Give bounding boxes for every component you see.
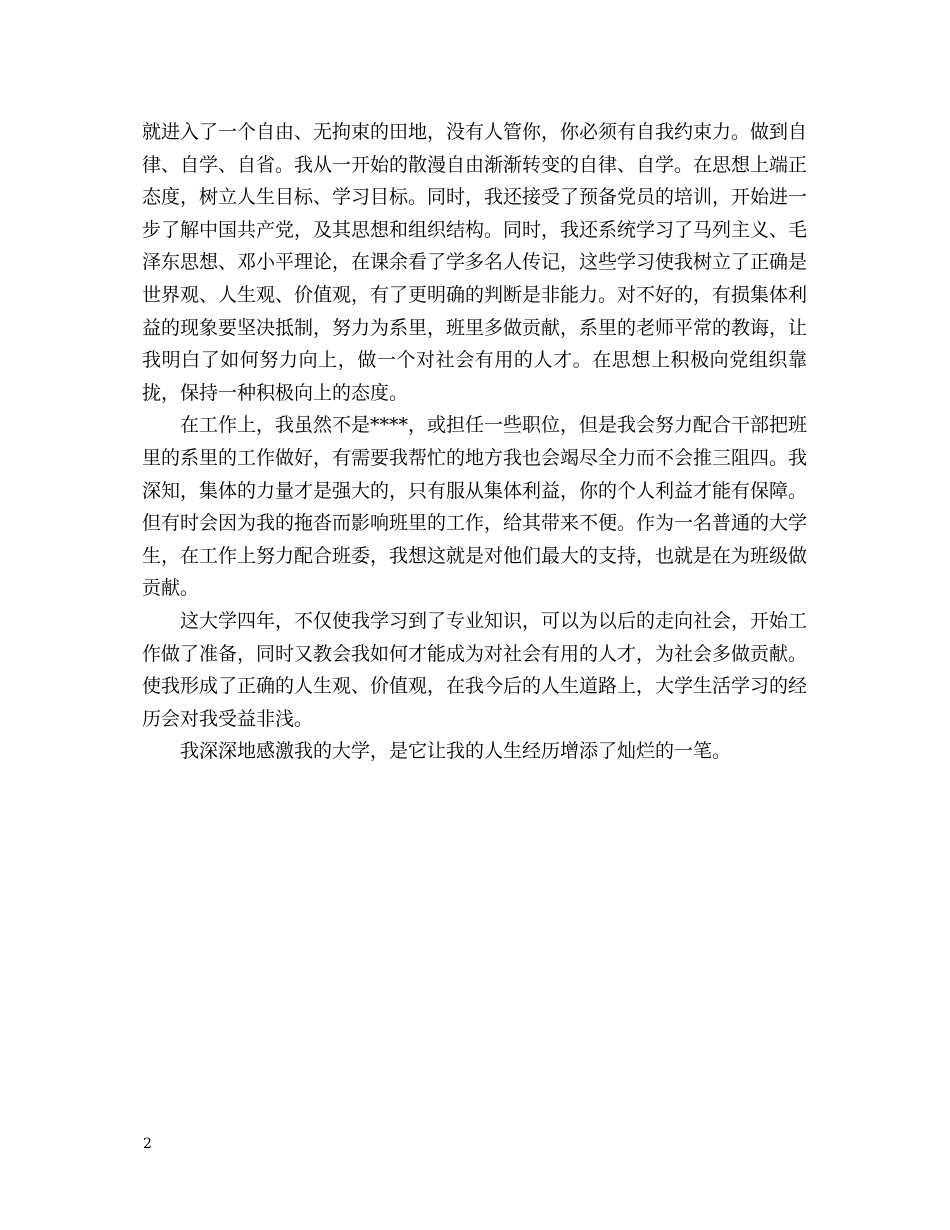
paragraph-2: 在工作上，我虽然不是****，或担任一些职位，但是我会努力配合干部把班里的系里的工作做好，有需要我帮忙的地方我也会竭尽全力而不会推三阻四。我深知，集体的力量才是强大的，只有服从集体利益，你的个人利益才能有保障。但有时会因为我的拖沓而影响班里的工作，给其带来不便。作为一名普通的大学生，在工作上努力配合班委，我想这就是对他们最大的支持，也就是在为班级做贡献。 — [142, 414, 808, 600]
paragraph-3: 这大学四年，不仅使我学习到了专业知识，可以为以后的走向社会，开始工作做了准备，同时又教会我如何才能成为对社会有用的人才，为社会多做贡献。使我形成了正确的人生观、价值观，在我今后的人生道路上，大学生活学习的经历会对我受益非浅。 — [142, 609, 808, 730]
paragraph-4: 我深深地感激我的大学，是它让我的人生经历增添了灿烂的一笔。 — [180, 740, 732, 763]
paragraph-1: 就进入了一个自由、无拘束的田地，没有人管你，你必须有自我约束力。做到自律、自学、自省。我从一开始的散漫自由渐渐转变的自律、自学。在思想上端正态度，树立人生目标、学习目标。同时，我还接受了预备党员的培训，开始进一步了解中国共产党，及其思想和组织结构。同时，我还系统学习了马列主义、毛泽东思想、邓小平理论，在课余看了学多名人传记，这些学习使我树立了正确是世界观、人生观、价值观，有了更明确的判断是非能力。对不好的，有损集体利益的现象要坚决抵制，努力为系里，班里多做贡献，系里的老师平常的教诲，让我明白了如何努力向上，做一个对社会有用的人才。在思想上积极向党组织靠拢，保持一种积极向上的态度。 — [142, 121, 808, 404]
page-number: 2 — [143, 1136, 152, 1152]
document-body — [142, 116, 807, 768]
